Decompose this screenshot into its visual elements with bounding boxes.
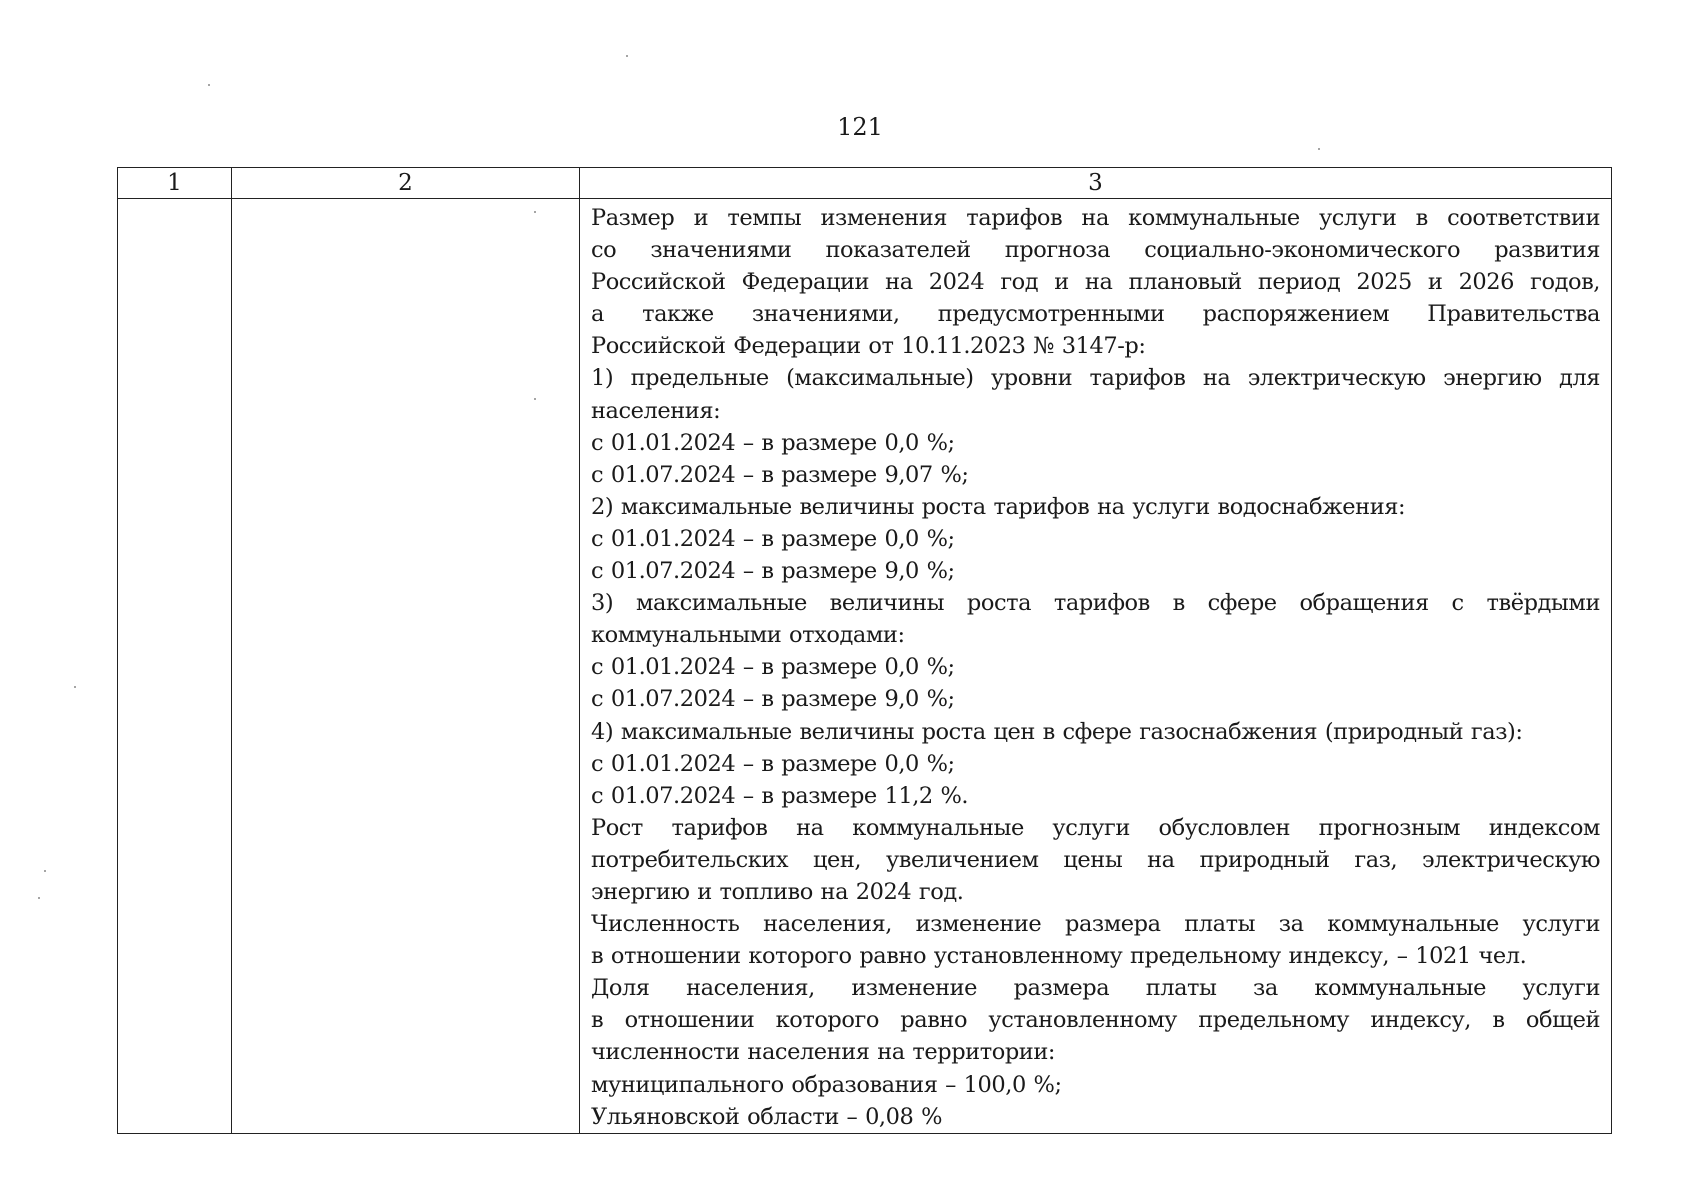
page-number: 121 bbox=[837, 113, 883, 141]
cell-column-3 bbox=[580, 199, 1612, 1134]
text-line: с 01.07.2024 – в размере 9,07 %; bbox=[591, 461, 969, 488]
scan-speck bbox=[208, 84, 210, 86]
text-line: Ульяновской области – 0,08 % bbox=[591, 1103, 942, 1130]
text-line: в отношении которого равно установленному предельному индексу, в общей bbox=[591, 1007, 1600, 1034]
text-line: Доля населения, изменение размера платы за коммунальные услуги bbox=[591, 975, 1600, 1002]
column-header-3: 3 bbox=[580, 168, 1612, 199]
text-line: в отношении которого равно установленному предельному индексу, – 1021 чел. bbox=[591, 943, 1527, 970]
scan-speck bbox=[1318, 148, 1320, 150]
text-line: коммунальными отходами: bbox=[591, 622, 905, 649]
text-line: Размер и темпы изменения тарифов на коммунальные услуги в соответствии bbox=[591, 205, 1600, 231]
tariff-description-text bbox=[580, 199, 1611, 1133]
text-line: со значениями показателей прогноза социально-экономического развития bbox=[591, 237, 1600, 264]
scan-speck bbox=[534, 398, 536, 400]
text-line: с 01.01.2024 – в размере 0,0 %; bbox=[591, 429, 955, 456]
text-line: Рост тарифов на коммунальные услуги обусловлен прогнозным индексом bbox=[591, 814, 1600, 841]
cell-column-2 bbox=[232, 199, 580, 1134]
text-line: с 01.01.2024 – в размере 0,0 %; bbox=[591, 750, 955, 777]
table-row bbox=[118, 199, 1612, 1134]
text-line: численности населения на территории: bbox=[591, 1039, 1055, 1066]
text-line: Российской Федерации на 2024 год и на плановый период 2025 и 2026 годов, bbox=[591, 269, 1600, 296]
text-line: а также значениями, предусмотренными распоряжением Правительства bbox=[591, 301, 1600, 328]
text-line: муниципального образования – 100,0 %; bbox=[591, 1071, 1062, 1098]
text-line: с 01.01.2024 – в размере 0,0 %; bbox=[591, 654, 955, 681]
scan-speck bbox=[38, 897, 40, 899]
text-line: энергию и топливо на 2024 год. bbox=[591, 878, 964, 905]
text-line: с 01.07.2024 – в размере 9,0 %; bbox=[591, 558, 955, 585]
text-line: потребительских цен, увеличением цены на природный газ, электрическую bbox=[591, 846, 1600, 873]
text-line: с 01.01.2024 – в размере 0,0 %; bbox=[591, 525, 955, 552]
text-line: Численность населения, изменение размера платы за коммунальные услуги bbox=[591, 911, 1600, 938]
scan-speck bbox=[626, 55, 628, 57]
text-line: 4) максимальные величины роста цен в сфере газоснабжения (природный газ): bbox=[591, 718, 1523, 745]
text-line: с 01.07.2024 – в размере 11,2 %. bbox=[591, 782, 969, 809]
text-line: 1) предельные (максимальные) уровни тарифов на электрическую энергию для bbox=[591, 365, 1600, 392]
column-header-1: 1 bbox=[118, 168, 232, 199]
table-header-row bbox=[118, 168, 1612, 199]
column-header-2: 2 bbox=[232, 168, 580, 199]
text-line: 3) максимальные величины роста тарифов в сфере обращения с твёрдыми bbox=[591, 590, 1600, 617]
cell-column-1 bbox=[118, 199, 232, 1134]
text-line: населения: bbox=[591, 397, 721, 424]
scan-speck bbox=[44, 870, 46, 872]
text-line: 2) максимальные величины роста тарифов на услуги водоснабжения: bbox=[591, 493, 1406, 520]
data-table bbox=[117, 167, 1612, 1134]
scan-speck bbox=[74, 686, 76, 688]
scan-speck bbox=[534, 211, 536, 213]
text-line: с 01.07.2024 – в размере 9,0 %; bbox=[591, 686, 955, 713]
text-line: Российской Федерации от 10.11.2023 № 3147-р: bbox=[591, 333, 1146, 360]
